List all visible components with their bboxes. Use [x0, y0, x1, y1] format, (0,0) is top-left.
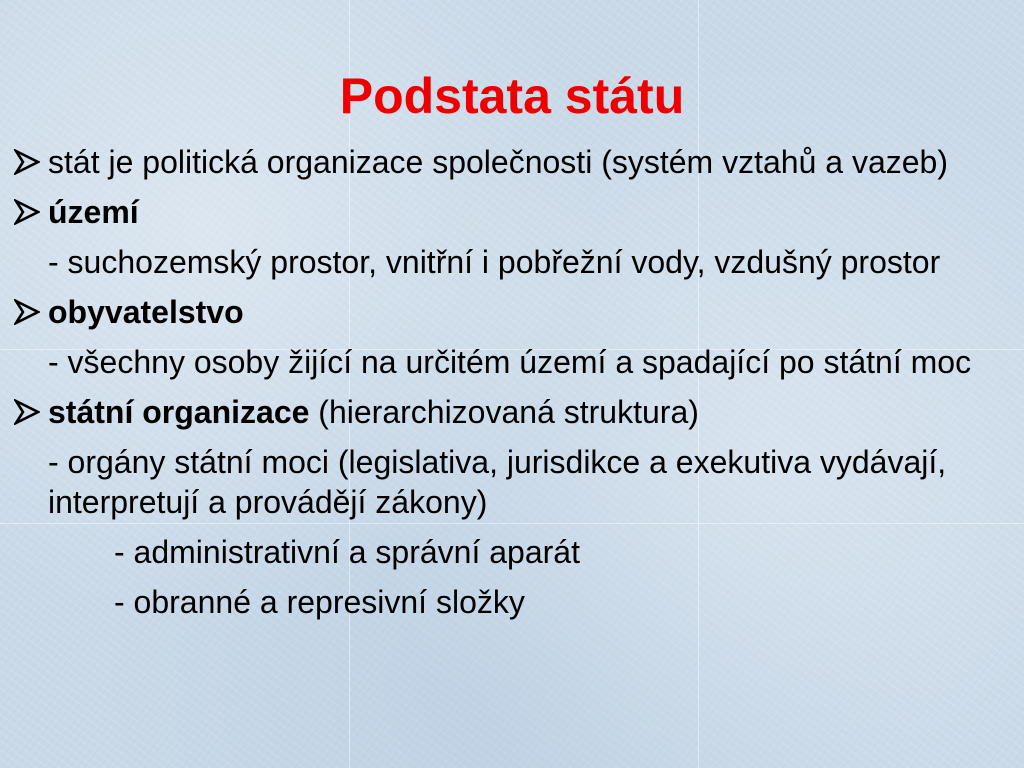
sub-sub-item: - obranné a represivní složky	[114, 584, 525, 620]
slide-title: Podstata státu	[339, 68, 685, 124]
sub-item: - všechny osoby žijící na určitém území a spadající po státní moc	[48, 344, 972, 380]
bullet-text: (hierarchizovaná struktura)	[309, 394, 699, 430]
arrow-bullet-icon	[14, 292, 46, 332]
bullet-text: stát je politická organizace společnosti (systém vztahů a vazeb)	[48, 144, 948, 180]
bullet-item	[0, 142, 1024, 182]
bullet-heading: státní organizace	[48, 394, 310, 430]
bullet-item	[0, 392, 1024, 432]
sub-item: - suchozemský prostor, vnitřní i pobřežní vody, vzdušný prostor	[48, 244, 941, 280]
arrow-bullet-icon	[14, 142, 46, 182]
sub-sub-item: - administrativní a správní aparát	[114, 534, 580, 570]
bullet-heading: obyvatelstvo	[48, 294, 244, 330]
bullet-heading: území	[48, 194, 139, 230]
arrow-bullet-icon	[14, 192, 46, 232]
bullet-item	[0, 192, 1024, 232]
bullet-item	[0, 292, 1024, 332]
bullet-list	[0, 142, 1024, 632]
sub-item: - orgány státní moci (legislativa, jurisdikce a exekutiva vydávají, interpretují a provádějí zákony)	[48, 444, 947, 520]
arrow-bullet-icon	[14, 392, 46, 432]
